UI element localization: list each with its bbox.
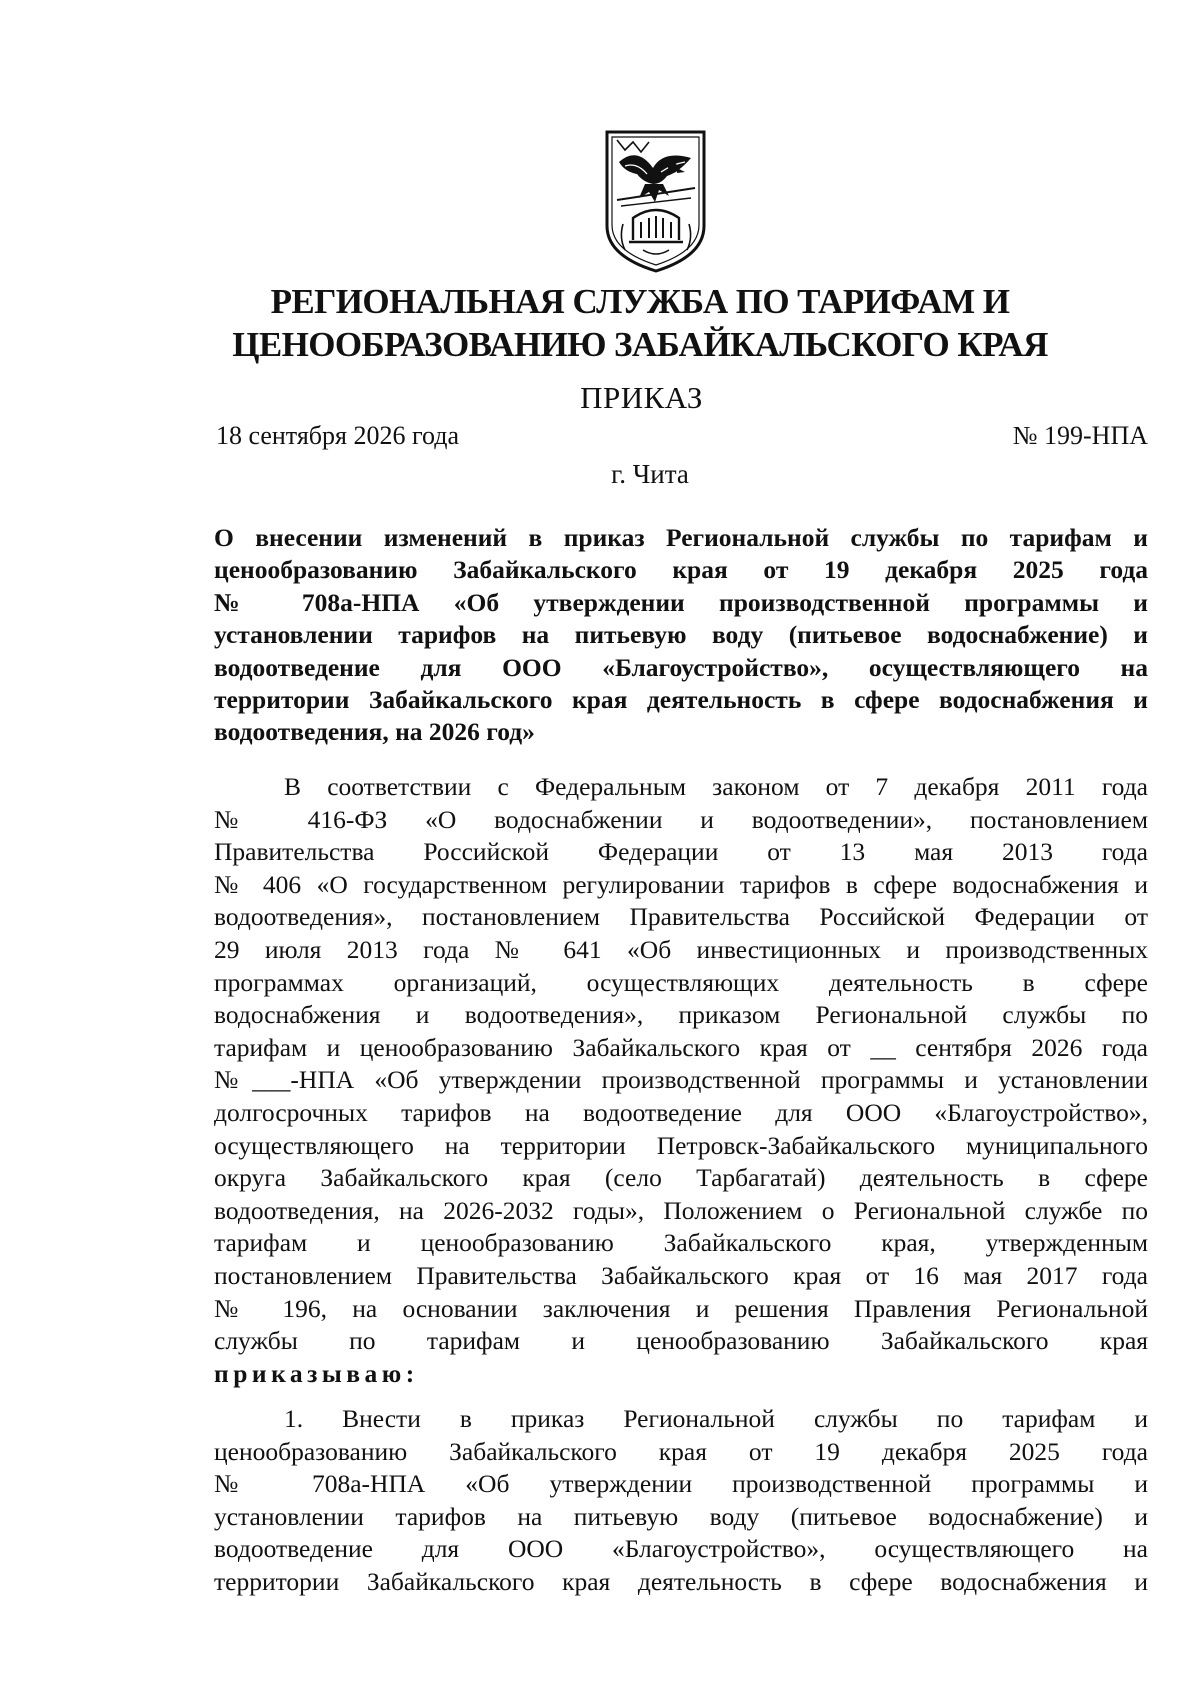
item-line: территории Забайкальского края деятельность в сфере водоснабжения и xyxy=(214,1566,1148,1596)
order-item-1 xyxy=(214,1403,1148,1599)
subject-line: О внесении изменений в приказ Региональной службы по тарифам и xyxy=(214,523,1148,552)
document-type: ПРИКАЗ xyxy=(580,380,703,415)
subject-line: ценообразованию Забайкальского края от 19 декабря 2025 года xyxy=(214,555,1148,585)
item-line: установлении тарифов на питьевую воду (питьевое водоснабжение) и xyxy=(214,1501,1148,1531)
subject-line: водоотведение для ООО «Благоустройство», осуществляющего на xyxy=(214,652,1148,682)
coat-of-arms-emblem xyxy=(603,128,708,275)
preamble-line: Правительства Российской Федерации от 13 мая 2013 года xyxy=(214,837,1148,867)
preamble-line: 29 июля 2013 года № 641 «Об инвестиционных и производственных xyxy=(214,934,1148,964)
subject-line: территории Забайкальского края деятельность в сфере водоснабжения и xyxy=(214,684,1148,714)
item-line: ценообразованию Забайкальского края от 19 декабря 2025 года xyxy=(214,1436,1148,1466)
preamble-line: водоотведения», постановлением Правительства Российской Федерации от xyxy=(214,902,1148,932)
organization-title-line-1: РЕГИОНАЛЬНАЯ СЛУЖБА ПО ТАРИФАМ И xyxy=(270,282,1010,321)
document-city: г. Чита xyxy=(611,459,689,489)
item-line: водоотведение для ООО «Благоустройство», осуществляющего на xyxy=(214,1534,1148,1564)
item-line: 1. Внести в приказ Региональной службы по тарифам и xyxy=(284,1404,1148,1433)
document-date: 18 сентября 2026 года xyxy=(216,421,460,450)
preamble-line: программах организаций, осуществляющих деятельность в сфере xyxy=(214,967,1148,997)
preamble-line: долгосрочных тарифов на водоотведение для ООО «Благоустройство», xyxy=(214,1097,1148,1127)
preamble-paragraph xyxy=(214,771,1148,1390)
order-word: приказываю: xyxy=(214,1358,419,1388)
preamble-line: округа Забайкальского края (село Тарбагатай) деятельность в сфере xyxy=(214,1163,1148,1193)
preamble-line: осуществляющего на территории Петровск-Забайкальского муниципального xyxy=(214,1130,1148,1160)
organization-title-line-2: ЦЕНООБРАЗОВАНИЮ ЗАБАЙКАЛЬСКОГО КРАЯ xyxy=(232,325,1048,364)
preamble-line: № 196, на основании заключения и решения Правления Региональной xyxy=(214,1293,1148,1323)
preamble-line: службы по тарифам и ценообразованию Забайкальского края xyxy=(214,1326,1148,1356)
preamble-line: № 406 «О государственном регулировании тарифов в сфере водоснабжения и xyxy=(214,869,1148,899)
preamble-line: № 416-ФЗ «О водоснабжении и водоотведении», постановлением xyxy=(214,804,1148,834)
preamble-line: №___-НПА «Об утверждении производственной программы и установлении xyxy=(214,1065,1148,1095)
preamble-line: тарифам и ценообразованию Забайкальского края, утвержденным xyxy=(214,1228,1148,1258)
preamble-line: В соответствии с Федеральным законом от 7 декабря 2011 года xyxy=(284,772,1148,801)
preamble-line: водоотведения, на 2026-2032 годы», Положением о Региональной службе по xyxy=(214,1195,1148,1225)
subject-line: № 708а-НПА «Об утверждении производственной программы и xyxy=(214,587,1148,617)
preamble-line: водоснабжения и водоотведения», приказом Региональной службы по xyxy=(214,1000,1148,1030)
item-line: № 708а-НПА «Об утверждении производственной программы и xyxy=(214,1469,1148,1499)
subject-line: установлении тарифов на питьевую воду (питьевое водоснабжение) и xyxy=(214,620,1148,650)
document-number: № 199-НПА xyxy=(1012,421,1148,450)
document-subject xyxy=(214,522,1148,749)
subject-line: водоотведения, на 2026 год» xyxy=(214,717,535,747)
preamble-line: постановлением Правительства Забайкальского края от 16 мая 2017 года xyxy=(214,1260,1148,1290)
preamble-line: тарифам и ценообразованию Забайкальского края от __ сентября 2026 года xyxy=(214,1032,1148,1062)
